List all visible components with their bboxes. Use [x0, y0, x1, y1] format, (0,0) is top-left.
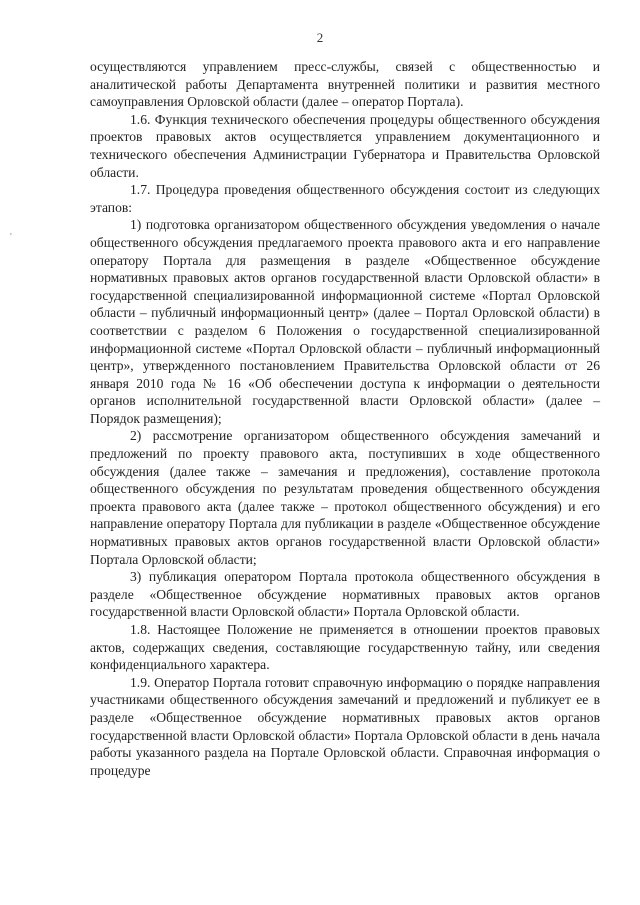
- page-number: 2: [316, 30, 324, 45]
- paragraph-stage-1: 1) подготовка организатором общественного обсуждения уведомления о начале общественного обсуждения предлагаемого проекта правового акта и его направление оператору Портала для размещения в разделе «Общественное обсуждение нормативных правовых актов органов государственной власти Орловской области» в государственной специализированной информационной системе «Портал Орловской области – публичный информационный центр» (далее – Портал Орловской области) в соответствии с разделом 6 Положения о государственной специализированной информационной системе «Портал Орловской области – публичный информационный центр», утвержденного постановлением Правительства Орловской области от 26 января 2010 года № 16 «Об обеспечении доступа к информации о деятельности органов исполнительной государственной власти Орловской области» (далее – Порядок размещения);: [90, 217, 600, 426]
- paragraph-1-7: 1.7. Процедура проведения общественного обсуждения состоит из следующих этапов:: [90, 182, 600, 215]
- margin-mark: ': [10, 232, 12, 243]
- paragraph-1-9: 1.9. Оператор Портала готовит справочную информацию о порядке направления участниками общественного обсуждения замечаний и предложений и публикует ее в разделе «Общественное обсуждение нормативных правовых актов органов государственной власти Орловской области» Портала Орловской области в день начала работы указанного раздела на Портале Орловской области. Справочная информация о процедуре: [90, 674, 600, 778]
- paragraph-intro: осуществляются управлением пресс-службы, связей с общественностью и аналитической работы Департамента внутренней политики и развития местного самоуправления Орловской области (далее – оператор Портала).: [90, 59, 600, 110]
- document-body: [90, 58, 600, 779]
- paragraph-stage-3: 3) публикация оператором Портала протокола общественного обсуждения в разделе «Общественное обсуждение нормативных правовых актов органов государственной власти Орловской области» Портала Орловской области.: [90, 569, 600, 620]
- paragraph-stage-2: 2) рассмотрение организатором общественного обсуждения замечаний и предложений по проекту правового акта, поступивших в ходе общественного обсуждения (далее также – замечания и предложения), составление протокола общественного обсуждения по результатам проведения общественного обсуждения проекта правового акта (далее также – протокол общественного обсуждения) и его направление оператору Портала для публикации в разделе «Общественное обсуждение нормативных правовых актов органов государственной власти Орловской области» Портала Орловской области;: [90, 428, 600, 567]
- paragraph-1-6: 1.6. Функция технического обеспечения процедуры общественного обсуждения проектов правовых актов осуществляется управлением документационного и технического обеспечения Администрации Губернатора и Правительства Орловской области.: [90, 111, 600, 180]
- paragraph-1-8: 1.8. Настоящее Положение не применяется в отношении проектов правовых актов, содержащих сведения, составляющие государственную тайну, или сведения конфиденциального характера.: [90, 622, 600, 673]
